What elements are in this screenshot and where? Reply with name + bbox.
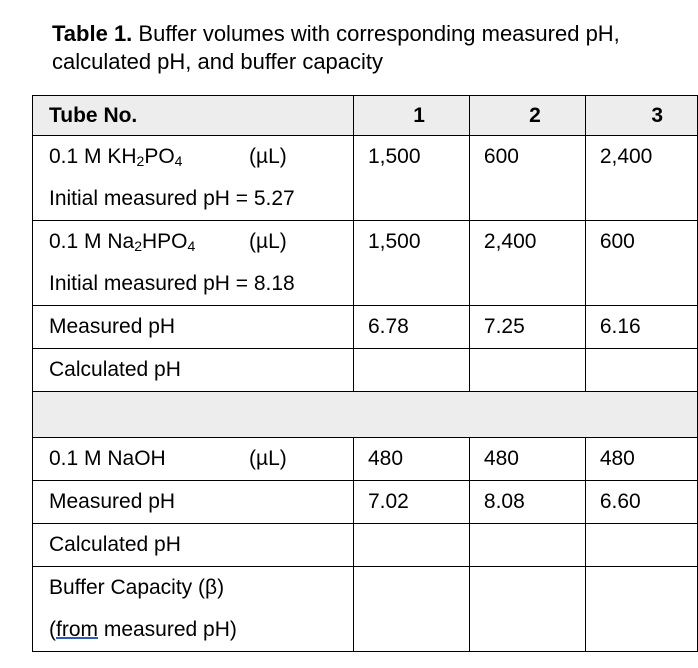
header-tube-3: 3 <box>585 96 697 136</box>
measured-ph-1-tube-1: 6.78 <box>353 306 469 349</box>
naoh-reagent: 0.1 M NaOH <box>49 447 166 470</box>
naoh-tube-1: 480 <box>353 438 469 481</box>
measured-ph-2-tube-3: 6.60 <box>585 481 697 524</box>
measured-ph-1-label: Measured pH <box>33 306 354 349</box>
caption-text: Buffer volumes with corresponding measured pH, calculated pH, and buffer capacity <box>52 21 620 74</box>
naoh-tube-3: 480 <box>585 438 697 481</box>
calculated-ph-2-tube-2[interactable] <box>469 524 585 567</box>
calculated-ph-1-tube-2[interactable] <box>469 349 585 392</box>
naoh-label-cell <box>33 438 354 481</box>
header-tube-2: 2 <box>469 96 585 136</box>
buffer-capacity-tube-2[interactable] <box>469 567 585 652</box>
row-calculated-ph-2 <box>33 524 698 567</box>
row-naoh <box>33 438 698 481</box>
kh2po4-unit: (µL) <box>249 145 287 168</box>
na2hpo4-unit: (µL) <box>249 230 287 253</box>
buffer-capacity-label-cell <box>33 567 354 652</box>
row-measured-ph-2 <box>33 481 698 524</box>
na2hpo4-tube-3: 600 <box>585 221 697 306</box>
calculated-ph-1-tube-1[interactable] <box>353 349 469 392</box>
separator-cell <box>33 392 698 438</box>
kh2po4-initial-ph: Initial measured pH = 5.27 <box>49 187 295 210</box>
buffer-capacity-tube-1[interactable] <box>353 567 469 652</box>
naoh-tube-2: 480 <box>469 438 585 481</box>
na2hpo4-tube-2: 2,400 <box>469 221 585 306</box>
measured-ph-2-tube-1: 7.02 <box>353 481 469 524</box>
buffer-capacity-label: Buffer Capacity (β) <box>49 576 225 599</box>
measured-ph-1-tube-2: 7.25 <box>469 306 585 349</box>
calculated-ph-2-tube-3[interactable] <box>585 524 697 567</box>
row-na2hpo4 <box>33 221 698 306</box>
kh2po4-label-cell <box>33 136 354 221</box>
na2hpo4-reagent: 0.1 M $Na_2HPO_4$ (µL) <box>49 221 353 263</box>
naoh-unit: (µL) <box>249 447 287 470</box>
kh2po4-tube-2: 600 <box>469 136 585 221</box>
measured-ph-2-label: Measured pH <box>33 481 354 524</box>
na2hpo4-tube-1: 1,500 <box>353 221 469 306</box>
na2hpo4-label-cell <box>33 221 354 306</box>
caption-label: Table 1. <box>52 21 133 46</box>
header-row <box>33 96 698 136</box>
na2hpo4-initial-ph: Initial measured pH = 8.18 <box>49 272 295 295</box>
header-tube-1: 1 <box>353 96 469 136</box>
from-link[interactable]: from <box>56 618 98 641</box>
buffer-table <box>32 95 698 652</box>
calculated-ph-1-tube-3[interactable] <box>585 349 697 392</box>
kh2po4-reagent: 0.1 M $KH_2PO_4$ (µL) <box>49 136 353 178</box>
calculated-ph-2-label: Calculated pH <box>33 524 354 567</box>
calculated-ph-1-label: Calculated pH <box>33 349 354 392</box>
measured-ph-2-tube-2: 8.08 <box>469 481 585 524</box>
table-caption <box>52 20 672 76</box>
row-buffer-capacity <box>33 567 698 652</box>
calculated-ph-2-tube-1[interactable] <box>353 524 469 567</box>
kh2po4-tube-3: 2,400 <box>585 136 697 221</box>
measured-ph-1-tube-3: 6.16 <box>585 306 697 349</box>
row-measured-ph-1 <box>33 306 698 349</box>
kh2po4-tube-1: 1,500 <box>353 136 469 221</box>
header-tube-no: Tube No. <box>33 96 354 136</box>
buffer-capacity-tube-3[interactable] <box>585 567 697 652</box>
row-kh2po4 <box>33 136 698 221</box>
separator-row <box>33 392 698 438</box>
row-calculated-ph-1 <box>33 349 698 392</box>
buffer-capacity-note: (from measured pH) <box>49 618 237 641</box>
